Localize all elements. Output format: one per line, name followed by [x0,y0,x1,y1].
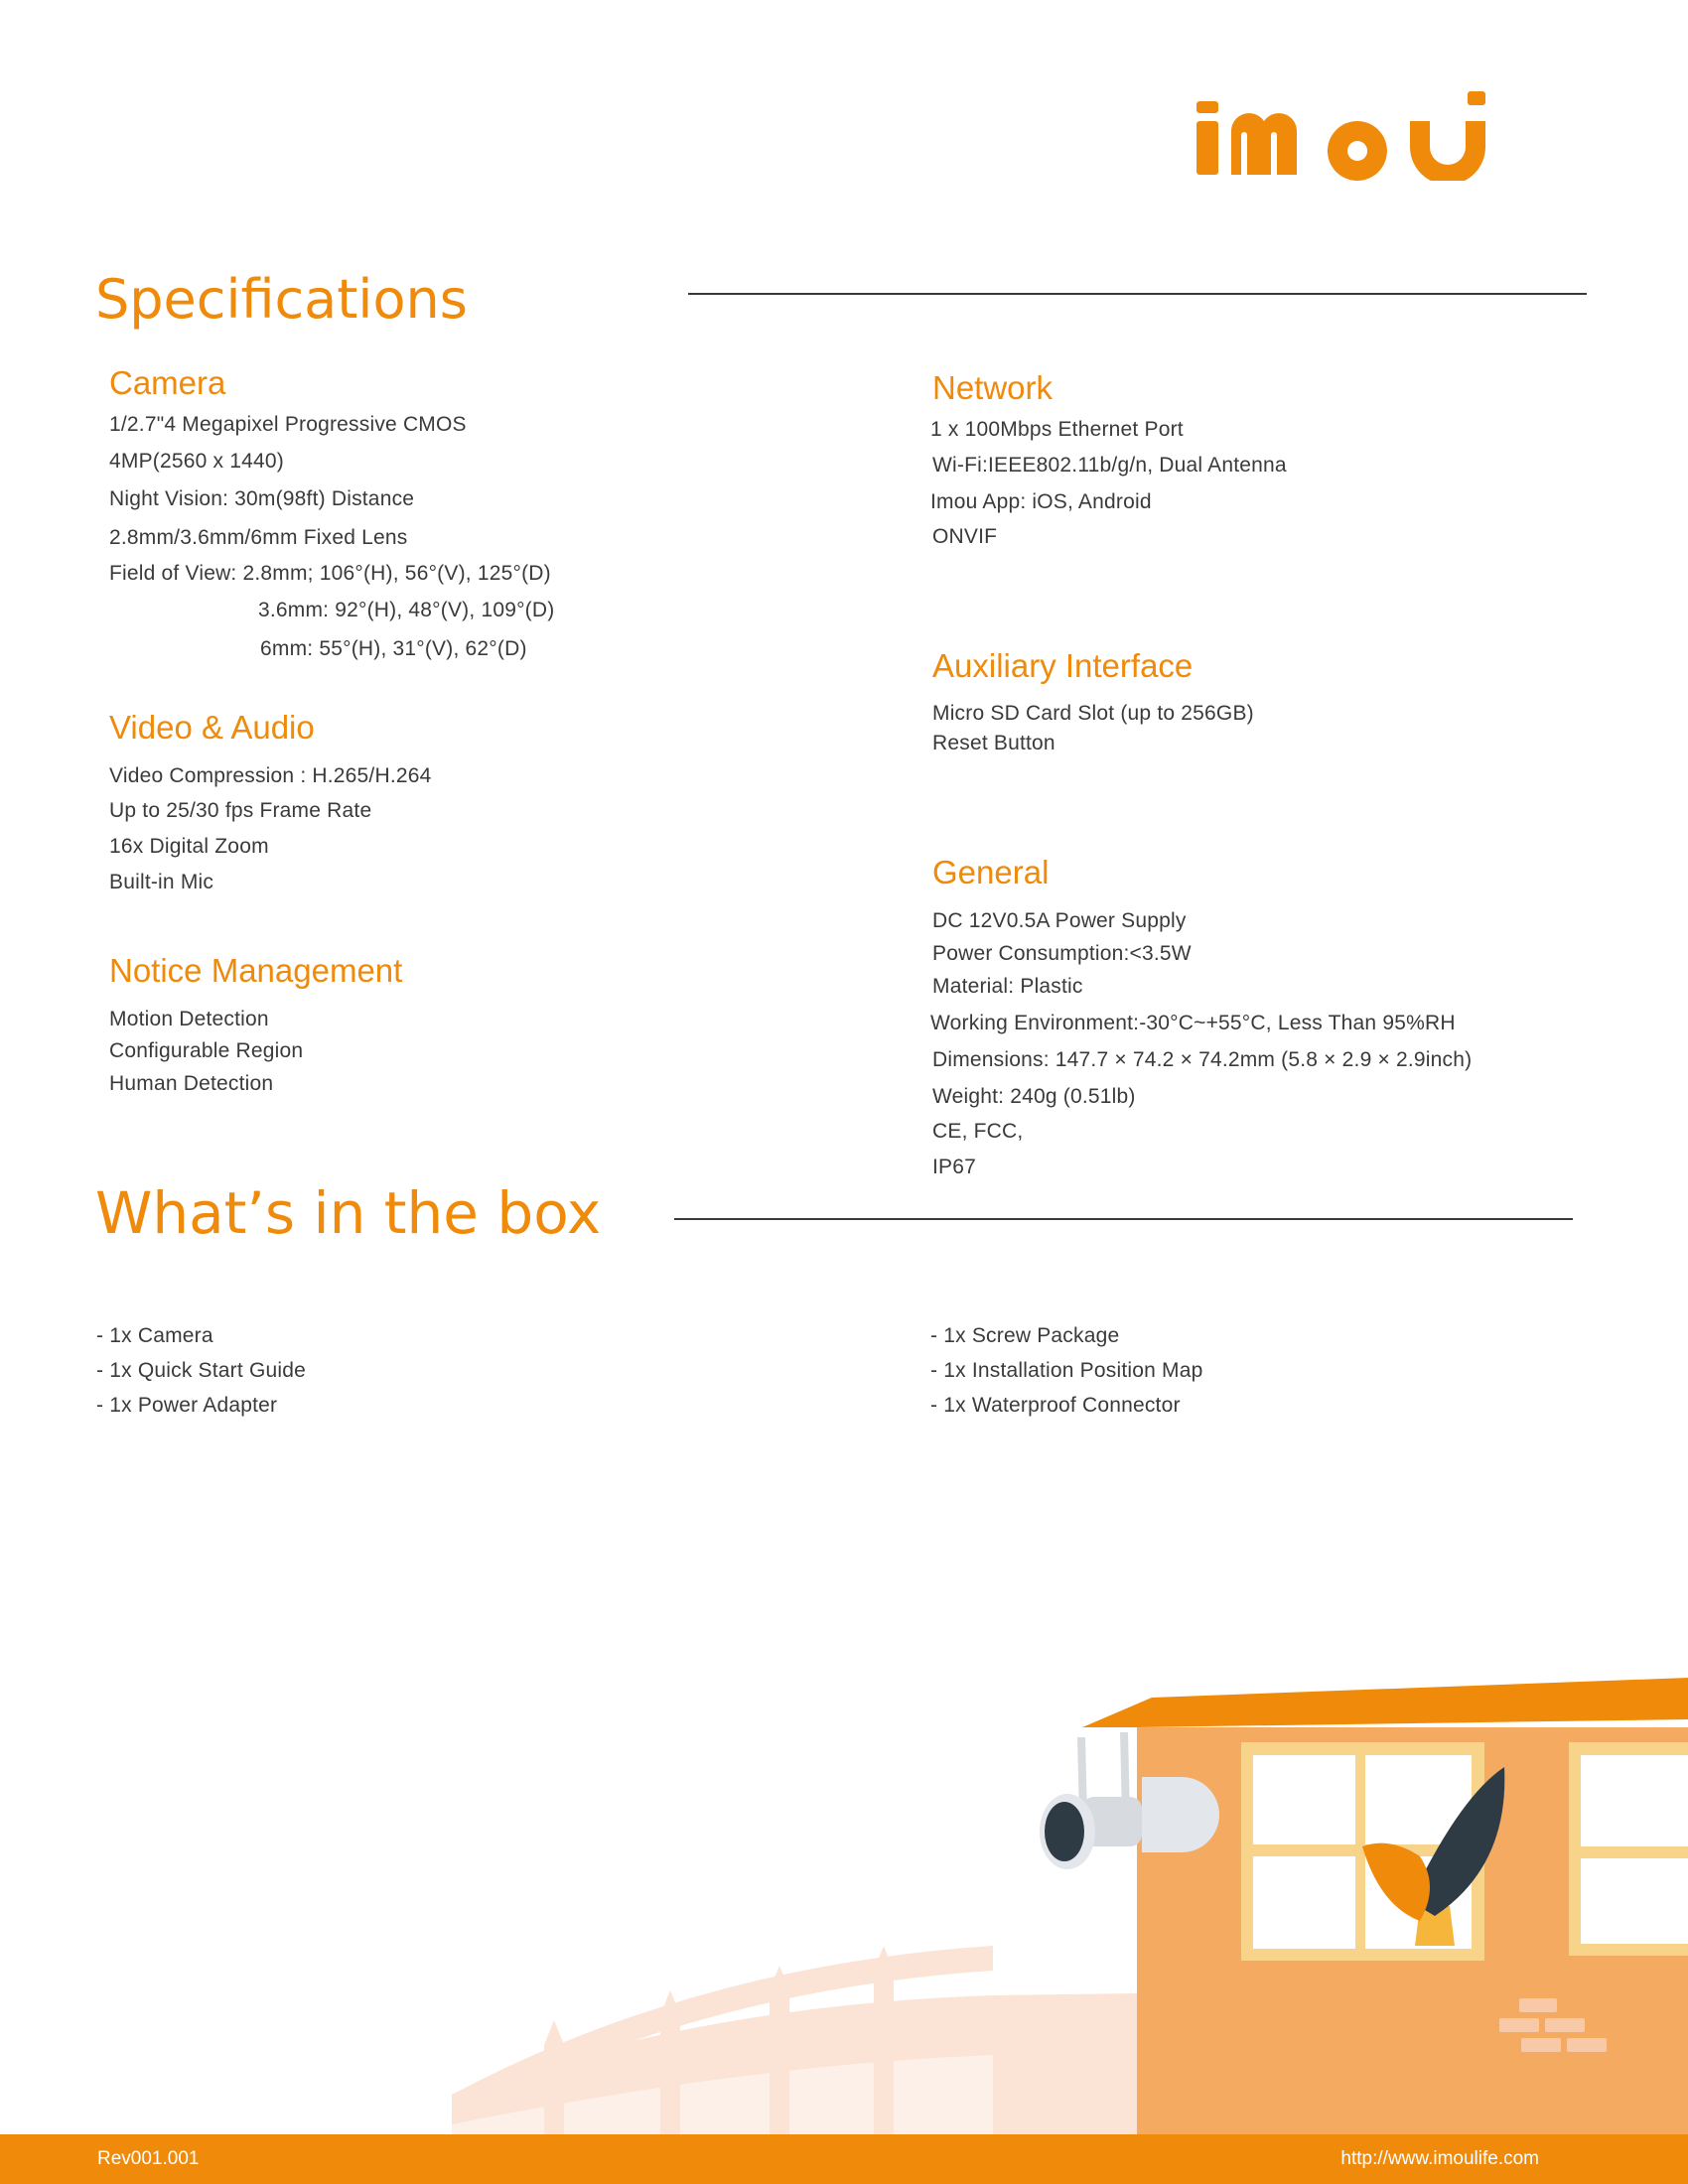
camera-spec-line: 1/2.7"4 Megapixel Progressive CMOS [109,413,467,436]
revision-label: Rev001.001 [97,2148,200,2169]
footer-bar [0,2134,1688,2184]
camera-spec-line: 3.6mm: 92°(H), 48°(V), 109°(D) [258,599,555,621]
network-spec-line: 1 x 100Mbps Ethernet Port [930,418,1184,441]
notice-spec-line: Motion Detection [109,1008,269,1030]
video-audio-section-title: Video & Audio [109,709,315,746]
notice-section-title: Notice Management [109,952,403,989]
general-spec-line: Power Consumption:<3.5W [932,942,1192,965]
general-spec-line: CE, FCC, [932,1120,1024,1143]
general-section-title: General [932,854,1050,890]
camera-section-title: Camera [109,364,226,401]
aux-spec-line: Micro SD Card Slot (up to 256GB) [932,702,1254,725]
website-link[interactable]: http://www.imoulife.com [1340,2148,1539,2169]
camera-spec-line: 6mm: 55°(H), 31°(V), 62°(D) [260,637,527,660]
video-audio-spec-line: Video Compression : H.265/H.264 [109,764,432,787]
box-item: - 1x Waterproof Connector [930,1394,1181,1417]
camera-spec-line: Night Vision: 30m(98ft) Distance [109,487,415,510]
video-audio-spec-line: Built-in Mic [109,871,214,893]
box-rule [674,1218,1573,1220]
aux-section-title: Auxiliary Interface [932,647,1194,684]
network-section-title: Network [932,369,1054,406]
box-item: - 1x Installation Position Map [930,1359,1203,1382]
box-item: - 1x Power Adapter [96,1394,278,1417]
general-spec-line: Material: Plastic [932,975,1083,998]
general-spec-line: DC 12V0.5A Power Supply [932,909,1187,932]
box-item: - 1x Quick Start Guide [96,1359,306,1382]
house-illustration [0,1628,1688,2134]
network-spec-line: Imou App: iOS, Android [930,490,1152,513]
aux-spec-line: Reset Button [932,732,1055,754]
camera-spec-line: Field of View: 2.8mm; 106°(H), 56°(V), 125°(D) [109,562,551,585]
specifications-rule [688,293,1587,295]
network-spec-line: Wi-Fi:IEEE802.11b/g/n, Dual Antenna [932,454,1287,477]
general-spec-line: IP67 [932,1156,976,1178]
imou-logo [1196,91,1544,181]
network-spec-line: ONVIF [932,525,998,548]
notice-spec-line: Human Detection [109,1072,274,1095]
whats-in-the-box-title: What’s in the box [95,1179,602,1247]
video-audio-spec-line: 16x Digital Zoom [109,835,269,858]
video-audio-spec-line: Up to 25/30 fps Frame Rate [109,799,372,822]
specifications-title: Specifications [95,268,468,331]
general-spec-line: Working Environment:-30°C~+55°C, Less Than 95%RH [930,1012,1456,1034]
general-spec-line: Weight: 240g (0.51lb) [932,1085,1136,1108]
general-spec-line: Dimensions: 147.7 × 74.2 × 74.2mm (5.8 × 2.9 × 2.9inch) [932,1048,1473,1071]
box-item: - 1x Camera [96,1324,213,1347]
notice-spec-line: Configurable Region [109,1039,304,1062]
camera-spec-line: 4MP(2560 x 1440) [109,450,284,473]
box-item: - 1x Screw Package [930,1324,1120,1347]
camera-spec-line: 2.8mm/3.6mm/6mm Fixed Lens [109,526,408,549]
